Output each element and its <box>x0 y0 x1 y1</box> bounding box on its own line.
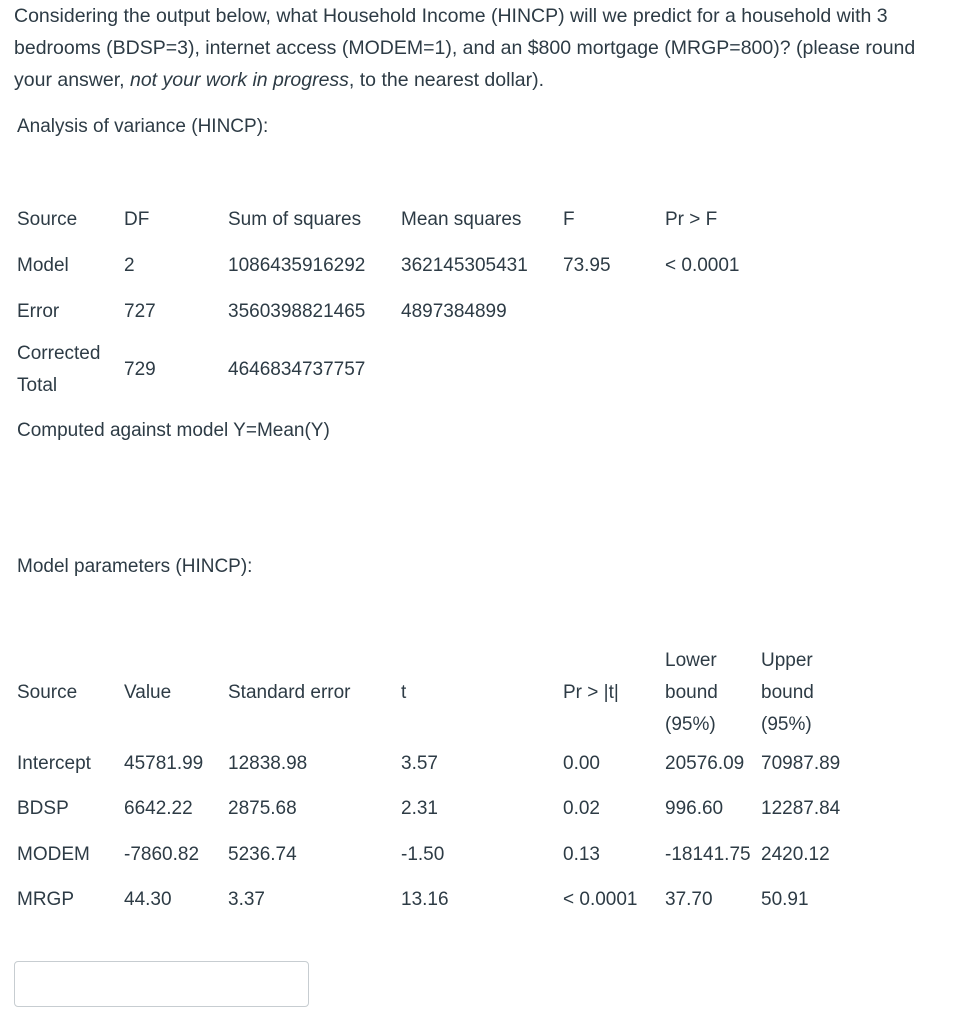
params-header-source: Source <box>17 682 78 703</box>
table-cell <box>665 335 740 405</box>
table-cell <box>401 335 563 405</box>
question-part-1: Considering the output below, what Household Income (HINCP) will we predict for a household with 3 bedrooms (BDSP=3), internet access (MODEM=1), and an $800 mortgage (MRGP=800)? (please round your answer, <box>14 5 916 91</box>
table-cell: 70987.89 <box>761 752 841 774</box>
params-title: Model parameters (HINCP): <box>17 556 253 577</box>
table-cell: 20576.09 <box>665 752 745 774</box>
params-header-p: Pr > |t| <box>563 682 619 703</box>
table-cell <box>563 335 665 405</box>
table-cell: 5236.74 <box>228 843 297 865</box>
table-cell: 2 <box>124 255 135 276</box>
table-cell: < 0.0001 <box>665 255 740 276</box>
table-row <box>17 243 740 289</box>
params-header-upper: Upper bound (95%) <box>761 650 814 735</box>
params-table <box>17 645 857 923</box>
table-cell: Error <box>17 301 60 322</box>
table-cell: -7860.82 <box>124 843 200 865</box>
table-cell <box>665 289 740 335</box>
table-cell: 2875.68 <box>228 798 297 820</box>
anova-header-pr: Pr > F <box>665 209 718 230</box>
table-cell: 2420.12 <box>761 843 830 865</box>
table-cell: MRGP <box>17 889 74 911</box>
table-cell: BDSP <box>17 798 69 820</box>
table-cell: 13.16 <box>401 889 449 911</box>
anova-header-row <box>17 197 740 243</box>
anova-header-df: DF <box>124 209 150 230</box>
table-cell: Model <box>17 255 69 276</box>
params-header-se: Standard error <box>228 682 351 703</box>
table-cell <box>563 289 665 335</box>
params-header-t: t <box>401 682 407 703</box>
table-row <box>17 787 857 833</box>
anova-table <box>17 197 740 405</box>
table-cell: 44.30 <box>124 889 172 911</box>
table-cell: 362145305431 <box>401 255 528 276</box>
table-cell: 3560398821465 <box>228 301 366 322</box>
table-cell: 0.00 <box>563 752 600 774</box>
table-cell: 996.60 <box>665 798 724 820</box>
params-header-lower: Lower bound (95%) <box>665 650 718 735</box>
anova-header-ss: Sum of squares <box>228 209 362 230</box>
table-cell: 3.57 <box>401 752 438 774</box>
question-part-2: , to the nearest dollar). <box>348 69 545 91</box>
table-cell: 12287.84 <box>761 798 841 820</box>
table-cell: 729 <box>124 359 156 380</box>
table-cell: 73.95 <box>563 255 611 276</box>
table-row <box>17 832 857 878</box>
table-cell: -1.50 <box>401 843 445 865</box>
table-cell: 2.31 <box>401 798 438 820</box>
table-cell: 12838.98 <box>228 752 308 774</box>
table-cell: -18141.75 <box>665 843 751 865</box>
anova-header-ms: Mean squares <box>401 209 522 230</box>
table-cell: < 0.0001 <box>563 889 638 911</box>
table-cell: 0.02 <box>563 798 600 820</box>
question-text <box>14 0 954 96</box>
anova-header-source: Source <box>17 209 78 230</box>
table-cell: 1086435916292 <box>228 255 366 276</box>
table-cell: 0.13 <box>563 843 600 865</box>
params-header-value: Value <box>124 682 172 703</box>
anova-title: Analysis of variance (HINCP): <box>17 116 269 137</box>
table-cell: 3.37 <box>228 889 265 911</box>
question-emphasis: not your work in progress <box>129 69 349 91</box>
table-cell: 45781.99 <box>124 752 204 774</box>
params-header-row <box>17 645 857 741</box>
table-row <box>17 289 740 335</box>
table-row <box>17 878 857 924</box>
table-row <box>17 741 857 787</box>
table-cell: MODEM <box>17 843 90 865</box>
answer-input[interactable] <box>14 961 309 1007</box>
table-cell: Intercept <box>17 752 91 774</box>
table-cell: 4897384899 <box>401 301 507 322</box>
anova-note: Computed against model Y=Mean(Y) <box>17 420 330 441</box>
table-cell: 4646834737757 <box>228 359 366 380</box>
anova-header-f: F <box>563 209 575 230</box>
table-row <box>17 335 740 405</box>
table-cell: 727 <box>124 301 156 322</box>
table-cell: 50.91 <box>761 889 809 911</box>
table-cell: 37.70 <box>665 889 713 911</box>
table-cell: 6642.22 <box>124 798 193 820</box>
table-cell: Corrected Total <box>17 343 101 396</box>
